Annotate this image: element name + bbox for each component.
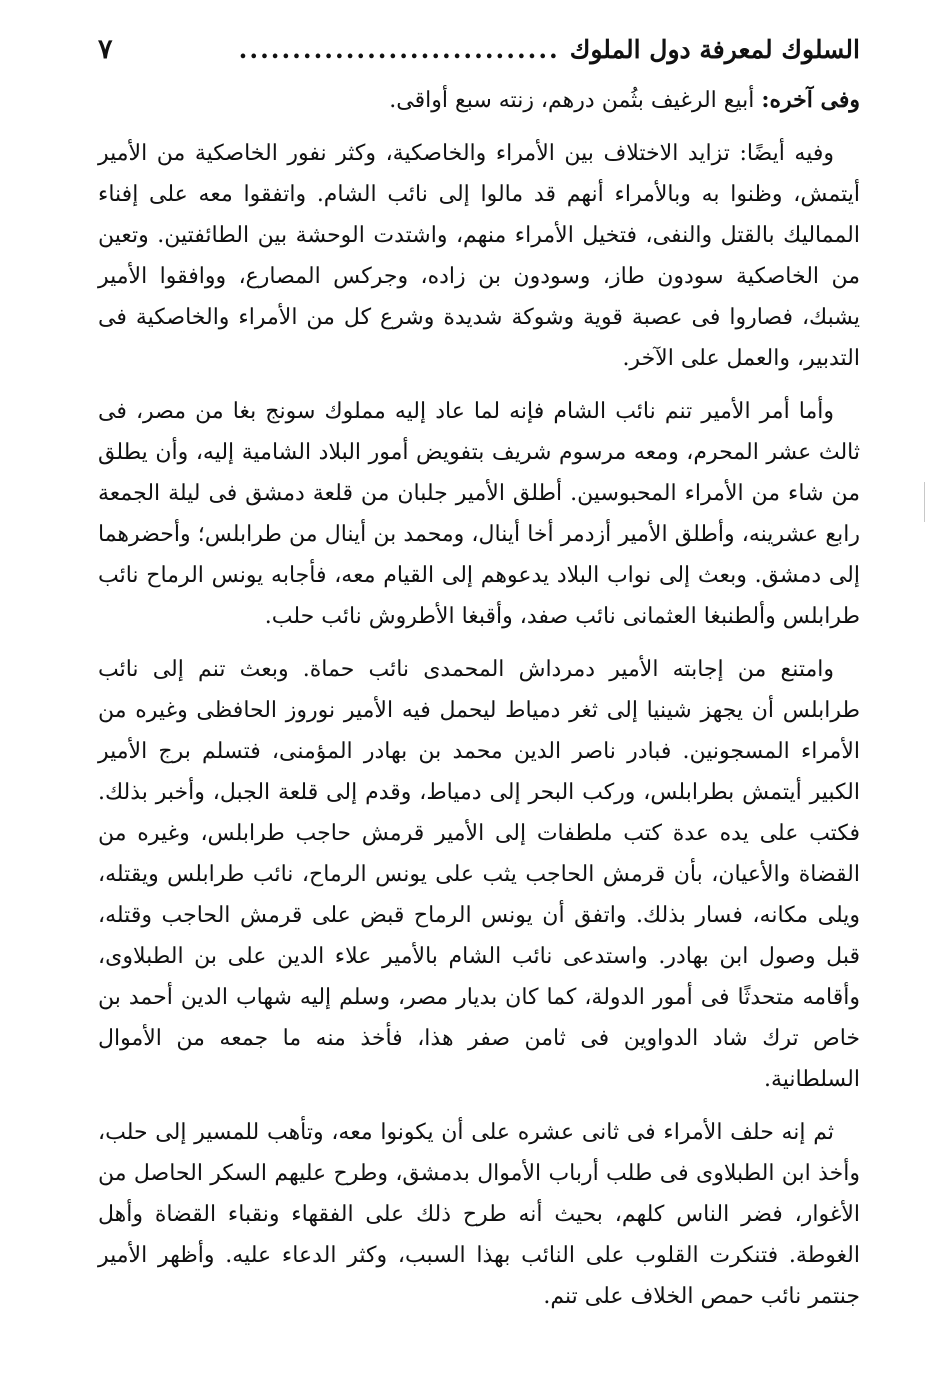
paragraph-text: وفيه أيضًا: تزايد الاختلاف بين الأمراء والخاصكية، وكثر نفور الخاصكية من الأمير أيتمش، وظنوا به وبالأمراء أنهم قد مالوا إلى نائب الشام. واتفقوا معه على إفناء المماليك بالقتل والنفى، فتخيل الأمراء منهم، واشتدت الوحشة بين الطائفتين. وتعين من الخاصكية سودون طاز، وسودون بن زاده، وجركس المصارع، ووافقوا الأمير يشبك، فصاروا فى عصبة قوية وشوكة شديدة وشرع كل من الأمراء والخاصكية فى التدبير، والعمل على الآخر. (98, 141, 860, 371)
paragraph-text: وأما أمر الأمير تنم نائب الشام فإنه لما عاد إليه مملوك سونج بغا من مصر، فى ثالث عشر المحرم، ومعه مرسوم شريف بتفويض أمور البلاد الشامية إليه، وأن يطلق من شاء من الأمراء المحبوسين. أطلق الأمير جلبان من قلعة دمشق فى ليلة الجمعة رابع عشرينه، وأطلق الأمير أزدمر أخا أينال، ومحمد بن أينال من طرابلس؛ وأحضرهما إلى دمشق. وبعث إلى نواب البلاد يدعوهم إلى القيام معه، فأجابه يونس الرماح نائب طرابلس وألطنبغا العثمانى نائب صفد، وأقبغا الأطروش نائب حلب. (98, 399, 860, 629)
paragraph-3 (98, 391, 860, 637)
running-head (98, 34, 860, 78)
book-title: السلوك لمعرفة دول الملوك (569, 35, 860, 64)
page-number: ٧ (98, 34, 113, 65)
paragraph-lead: وفى آخره: (761, 87, 860, 113)
paragraph-5 (98, 1112, 860, 1317)
paragraph-4 (98, 649, 860, 1100)
paragraph-text: أبيع الرغيف بثُمن درهم، زنته سبع أواقى. (389, 88, 762, 113)
paragraph-1 (98, 80, 860, 121)
paragraph-2 (98, 133, 860, 379)
scan-edge-mark (924, 482, 925, 522)
paragraph-text: ثم إنه حلف الأمراء فى ثانى عشره على أن يكونوا معه، وتأهب للمسير إلى حلب، وأخذ ابن الطبلاوى فى طلب أرباب الأموال بدمشق، وطرح عليهم السكر الحاصل من الأغوار، فضر الناس كلهم، بحيث أنه طرح ذلك على الفقهاء ونقباء القضاة وأهل الغوطة. فتنكرت القلوب على النائب بهذا السبب، وكثر الدعاء عليه. وأظهر الأمير جنتمر نائب حمص الخلاف على تنم. (98, 1120, 860, 1309)
paragraph-text: وامتنع من إجابته الأمير دمرداش المحمدى نائب حماة. وبعث تنم إلى نائب طرابلس أن يجهز شينيا إلى ثغر دمياط ليحمل فيه الأمير نوروز الحافظى وغيره من الأمراء المسجونين. فبادر ناصر الدين محمد بن بهادر المؤمنى، فتسلم برج الأمير الكبير أيتمش بطرابلس، وركب البحر إلى دمياط، وقدم إلى قلعة الجبل، وأخبر بذلك. فكتب على يده عدة كتب ملطفات إلى الأمير قرمش حاجب طرابلس، وغيره من القضاة والأعيان، بأن قرمش الحاجب يثب على يونس الرماح، نائب طرابلس ويقتله، ويلى مكانه، فسار بذلك. واتفق أن يونس الرماح قبض على قرمش الحاجب وقتله، قبل وصول ابن بهادر. واستدعى نائب الشام بالأمير علاء الدين على بن الطبلاوى، وأقامه متحدثًا فى أمور الدولة، كما كان بديار مصر، وسلم إليه شهاب الدين أحمد بن خاص ترك شاد الدواوين فى ثامن صفر هذا، فأخذ منه ما جمعه من الأموال السلطانية. (98, 657, 860, 1092)
leader-dots: .............................. (238, 35, 560, 64)
